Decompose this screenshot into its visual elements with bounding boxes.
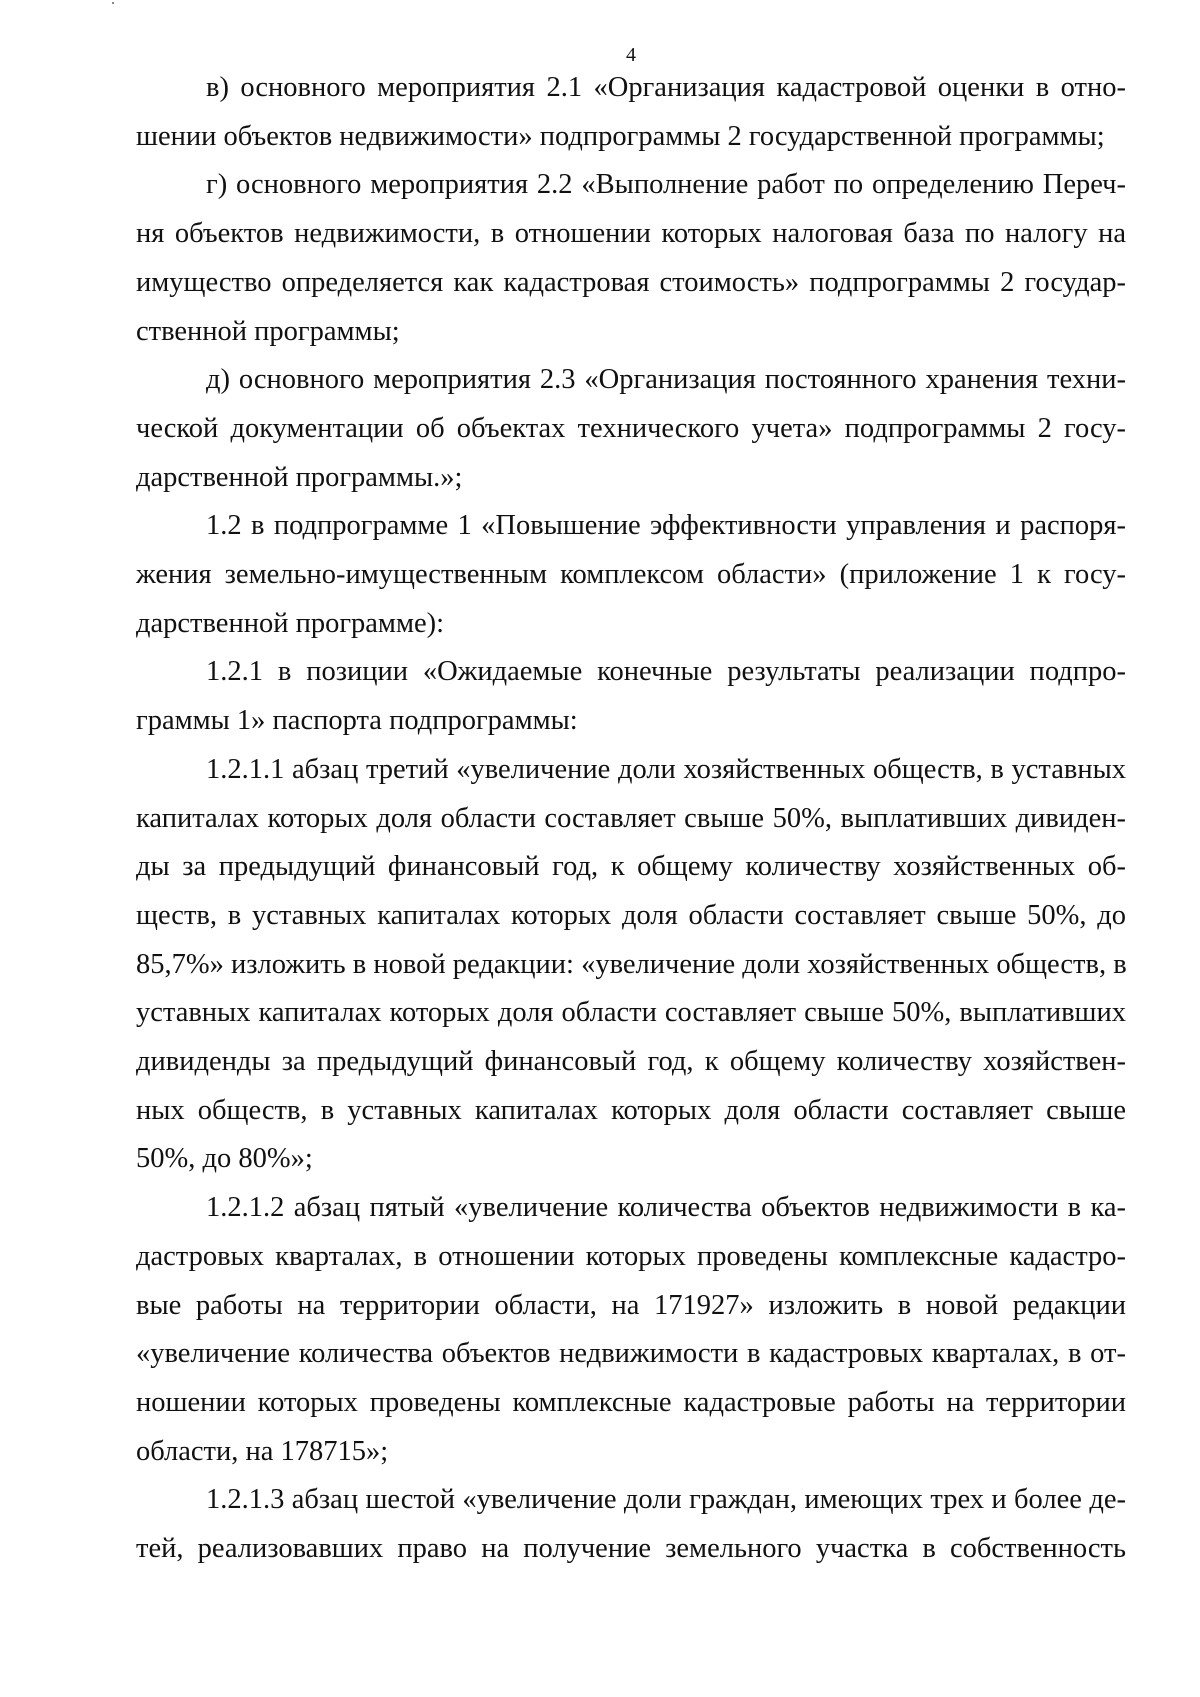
paragraph [136,161,1126,356]
paragraph-line: г) основного мероприятия 2.2 «Выполнение работ по определению Переч- [206,169,1126,201]
paragraph-line: тей, реализовавших право на получение земельного участка в собственность [136,1533,1126,1565]
paragraph-line: «увеличение количества объектов недвижимости в кадастровых кварталах, в от- [136,1338,1126,1370]
paragraph-line: ществ, в уставных капиталах которых доля области составляет свыше 50%, до [136,899,1126,931]
paragraph-line: д) основного мероприятия 2.3 «Организация постоянного хранения техни- [206,364,1126,396]
paragraph-line: 50%, до 80%»; [136,1143,313,1175]
paragraph-line: имущество определяется как кадастровая стоимость» подпрограммы 2 государ- [136,266,1126,298]
paragraph-line: ня объектов недвижимости, в отношении которых налоговая база по налогу на [136,218,1126,250]
paragraph-line: 1.2.1.2 абзац пятый «увеличение количества объектов недвижимости в ка- [206,1192,1126,1224]
paragraph-line: ношении которых проведены комплексные кадастровые работы на территории [136,1386,1126,1418]
scan-artifact [112,2,114,4]
paragraph-line: 1.2.1.1 абзац третий «увеличение доли хозяйственных обществ, в уставных [206,753,1126,785]
paragraph-line: 1.2 в подпрограмме 1 «Повышение эффективности управления и распоря- [206,510,1126,542]
page-number: 4 [626,44,636,66]
paragraph [136,502,1126,648]
paragraph-line: ды за предыдущий финансовый год, к общему количеству хозяйственных об- [136,851,1126,883]
paragraph [136,1476,1126,1573]
paragraph [136,1184,1126,1476]
paragraph [136,356,1126,502]
paragraph-line: в) основного мероприятия 2.1 «Организация кадастровой оценки в отно- [206,72,1126,103]
paragraph-line: шении объектов недвижимости» подпрограммы 2 государственной программы; [136,120,1105,152]
paragraph-line: области, на 178715»; [136,1435,389,1467]
paragraph-line: вые работы на территории области, на 171927» изложить в новой редакции [136,1289,1126,1321]
paragraph [136,746,1126,1184]
paragraph-line: граммы 1» паспорта подпрограммы: [136,705,578,737]
paragraph-line: уставных капиталах которых доля области составляет свыше 50%, выплативших [136,997,1126,1029]
paragraph [136,648,1126,745]
paragraph-line: ческой документации об объектах технического учета» подпрограммы 2 госу- [136,412,1126,444]
paragraph-line: 1.2.1 в позиции «Ожидаемые конечные результаты реализации подпро- [206,656,1126,688]
paragraph-line: дивиденды за предыдущий финансовый год, к общему количеству хозяйствен- [136,1046,1126,1078]
paragraph-line: дарственной программы.»; [136,461,463,493]
document-body [136,64,1126,1574]
paragraph-line: 1.2.1.3 абзац шестой «увеличение доли граждан, имеющих трех и более де- [206,1484,1126,1516]
paragraph-line: жения земельно-имущественным комплексом области» (приложение 1 к госу- [136,559,1126,591]
paragraph [136,64,1126,161]
paragraph-line: дарственной программе): [136,607,445,639]
paragraph-line: капиталах которых доля области составляет свыше 50%, выплативших дивиден- [136,802,1126,834]
paragraph-line: дастровых кварталах, в отношении которых проведены комплексные кадастро- [136,1240,1126,1272]
paragraph-line: ных обществ, в уставных капиталах которых доля области составляет свыше [136,1094,1126,1126]
paragraph-line: 85,7%» изложить в новой редакции: «увеличение доли хозяйственных обществ, в [136,948,1127,980]
paragraph-line: ственной программы; [136,315,400,347]
